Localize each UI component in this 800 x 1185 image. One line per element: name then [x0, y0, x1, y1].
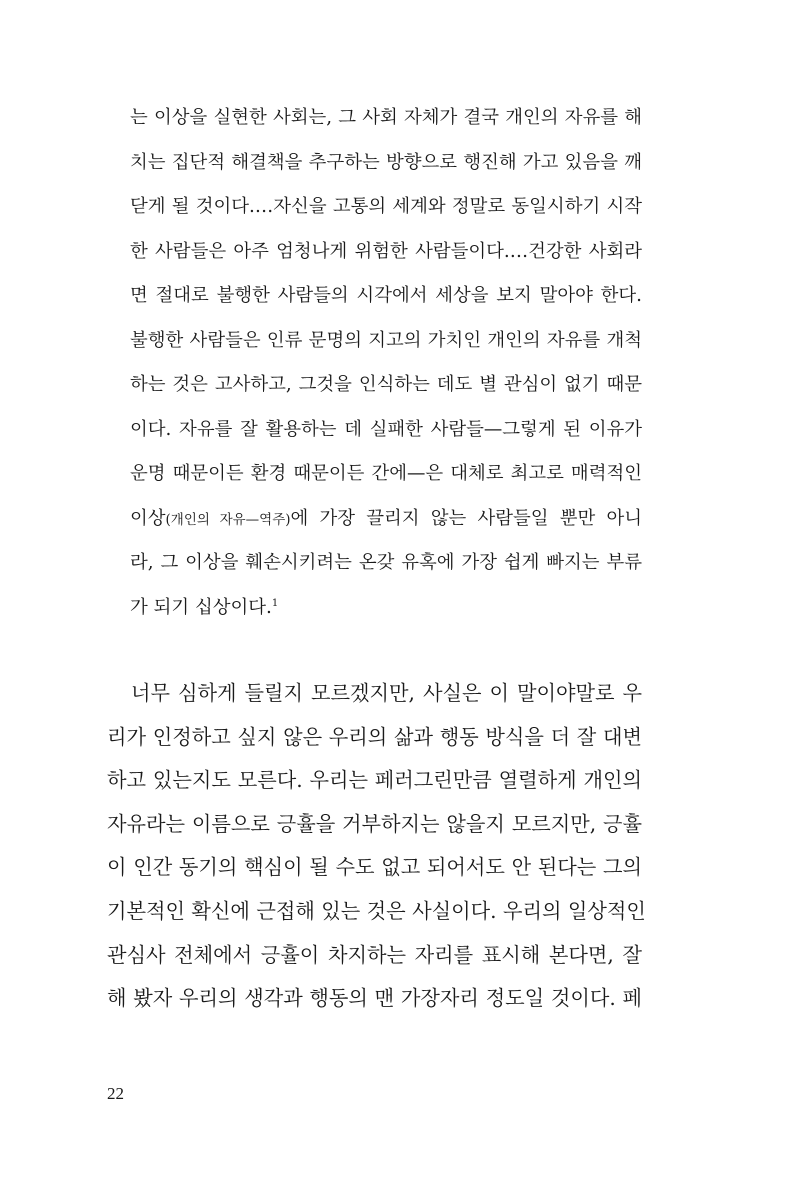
quote-line: 치는 집단적 해결책을 추구하는 방향으로 행진해 가고 있음을 깨 [130, 151, 642, 173]
quote-text: 에 가장 끌리지 않는 사람들일 뿐만 아니 [290, 507, 642, 529]
paragraph-line: 관심사 전체에서 긍휼이 차지하는 자리를 표시해 본다면, 잘 [107, 942, 642, 967]
quote-line: 불행한 사람들은 인류 문명의 지고의 가치인 개인의 자유를 개척 [130, 329, 642, 351]
block-quote [130, 96, 642, 630]
quote-line: 한 사람들은 아주 엄청나게 위험한 사람들이다.…건강한 사회라 [130, 240, 642, 262]
quote-line-last [130, 586, 642, 631]
paragraph-line: 하고 있는지도 모른다. 우리는 페러그린만큼 열렬하게 개인의 [107, 768, 642, 793]
page-number: 22 [107, 1084, 124, 1103]
body-paragraph [107, 672, 646, 1021]
quote-text: 가 되기 십상이다. [130, 596, 272, 618]
quote-line: 운명 때문이든 환경 때문이든 간에—은 대체로 최고로 매력적인 [130, 463, 642, 484]
quote-text: 이상 [130, 507, 166, 529]
paragraph-line: 해 봤자 우리의 생각과 행동의 맨 가장자리 정도일 것이다. 페 [107, 986, 642, 1011]
quote-line: 는 이상을 실현한 사회는, 그 사회 자체가 결국 개인의 자유를 해 [130, 107, 642, 128]
paragraph-line: 자유라는 이름으로 긍휼을 거부하지는 않을지 모르지만, 긍휼 [107, 811, 642, 836]
paragraph-line: 너무 심하게 들릴지 모르겠지만, 사실은 이 말이야말로 우 [131, 681, 642, 705]
quote-line: 닫게 될 것이다.…자신을 고통의 세계와 정말로 동일시하기 시작 [130, 196, 642, 217]
quote-line: 이다. 자유를 잘 활용하는 데 실패한 사람들—그렇게 된 이유가 [130, 418, 642, 440]
footnote-marker: 1 [271, 597, 279, 609]
quote-line-with-note [130, 497, 642, 542]
paragraph-line: 리가 인정하고 싶지 않은 우리의 삶과 행동 방식을 더 잘 대변 [107, 724, 642, 749]
quote-line: 라, 그 이상을 훼손시키려는 온갖 유혹에 가장 쉽게 빠지는 부류 [130, 552, 642, 573]
translator-note: (개인의 자유—역주) [165, 511, 291, 528]
quote-line: 면 절대로 불행한 사람들의 시각에서 세상을 보지 말아야 한다. [130, 285, 642, 306]
quote-line: 하는 것은 고사하고, 그것을 인식하는 데도 별 관심이 없기 때문 [130, 374, 642, 395]
paragraph-line: 이 인간 동기의 핵심이 될 수도 없고 되어서도 안 된다는 그의 [107, 855, 642, 880]
paragraph-line: 기본적인 확신에 근접해 있는 것은 사실이다. 우리의 일상적인 [107, 898, 646, 923]
